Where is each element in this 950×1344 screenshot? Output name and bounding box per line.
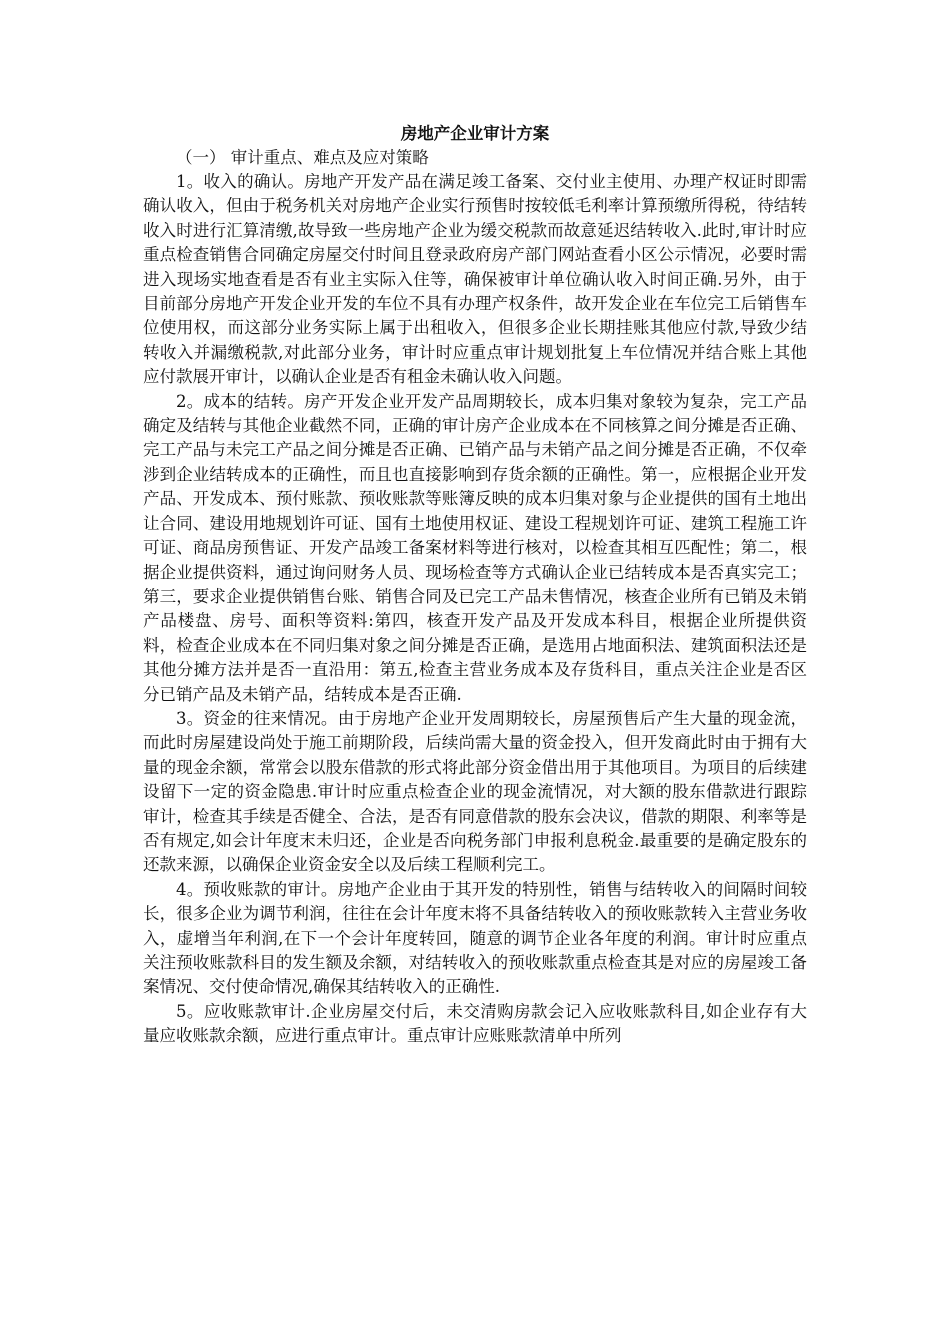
paragraph-advance-receipts: 4。预收账款的审计。房地产企业由于其开发的特别性，销售与结转收入的间隔时间较长，很多企业为调节利润，往往在会计年度末将不具备结转收入的预收账款转入主营业务收入，虚增当年利润,在下一个会计年度转回，随意的调节企业各年度的利润。审计时应重点关注预收账款科目的发生额及余额，对结转收入的预收账款重点检查其是对应的房屋竣工备案情况、交付使命情况,确保其结转收入的正确性. xyxy=(143,879,807,997)
paragraph-accounts-receivable: 5。应收账款审计.企业房屋交付后，未交清购房款会记入应收账款科目,如企业存有大量应收账款余额，应进行重点审计。重点审计应账账款清单中所列 xyxy=(143,1001,807,1046)
paragraph-cost-carryover: 2。成本的结转。房产开发企业开发产品周期较长，成本归集对象较为复杂，完工产品确定及结转与其他企业截然不同，正确的审计房产企业成本在不同核算之间分摊是否正确、完工产品与未完工产品之间分摊是否正确、已销产品与未销产品之间分摊是否正确，不仅牵涉到企业结转成本的正确性，而且也直接影响到存货余额的正确性。第一，应根据企业开发产品、开发成本、预付账款、预收账款等账簿反映的成本归集对象与企业提供的国有土地出让合同、建设用地规划许可证、国有土地使用权证、建设工程规划许可证、建筑工程施工许可证、商品房预售证、开发产品竣工备案材料等进行核对，以检查其相互匹配性；第二，根据企业提供资料，通过询问财务人员、现场检查等方式确认企业已结转成本是否真实完工；第三，要求企业提供销售台账、销售合同及已完工产品未售情况，核查企业所有已销及未销产品楼盘、房号、面积等资料:第四，核查开发产品及开发成本科目，根据企业所提供资料，检查企业成本在不同归集对象之间分摊是否正确，是选用占地面积法、建筑面积法还是其他分摊方法并是否一直沿用：第五,检查主营业务成本及存货科目，重点关注企业是否区分已销产品及未销产品，结转成本是否正确. xyxy=(143,391,807,704)
document-title: 房地产企业审计方案 xyxy=(400,124,550,143)
paragraph-revenue-recognition: 1。收入的确认。房地产开发产品在满足竣工备案、交付业主使用、办理产权证时即需确认收入，但由于税务机关对房地产企业实行预售时按较低毛利率计算预缴所得税，待结转收入时进行汇算清缴,故导致一些房地产企业为缓交税款而故意延迟结转收入.此时,审计时应重点检查销售合同确定房屋交付时间且登录政府房产部门网站查看小区公示情况，必要时需进入现场实地查看是否有业主实际入住等，确保被审计单位确认收入时间正确.另外，由于目前部分房地产开发企业开发的车位不具有办理产权条件，故开发企业在车位完工后销售车位使用权，而这部分业务实际上属于出租收入，但很多企业长期挂账其他应付款,导致少结转收入并漏缴税款,对此部分业务，审计时应重点审计规划批复上车位情况并结合账上其他应付款展开审计，以确认企业是否有租金未确认收入问题。 xyxy=(143,172,807,387)
paragraph-fund-transactions: 3。资金的往来情况。由于房地产企业开发周期较长，房屋预售后产生大量的现金流，而此时房屋建设尚处于施工前期阶段，后续尚需大量的资金投入，但开发商此时由于拥有大量的现金余额，常常会以股东借款的形式将此部分资金借出用于其他项目。为项目的后续建设留下一定的资金隐患.审计时应重点检查企业的现金流情况，对大额的股东借款进行跟踪审计，检查其手续是否健全、合法，是否有同意借款的股东会决议，借款的期限、利率等是否有规定,如会计年度末未归还，企业是否向税务部门申报利息税金.最重要的是确定股东的还款来源，以确保企业资金安全以及后续工程顺利完工。 xyxy=(143,708,807,875)
section-heading: （一） 审计重点、难点及应对策略 xyxy=(176,148,429,167)
document-page xyxy=(143,122,807,1049)
